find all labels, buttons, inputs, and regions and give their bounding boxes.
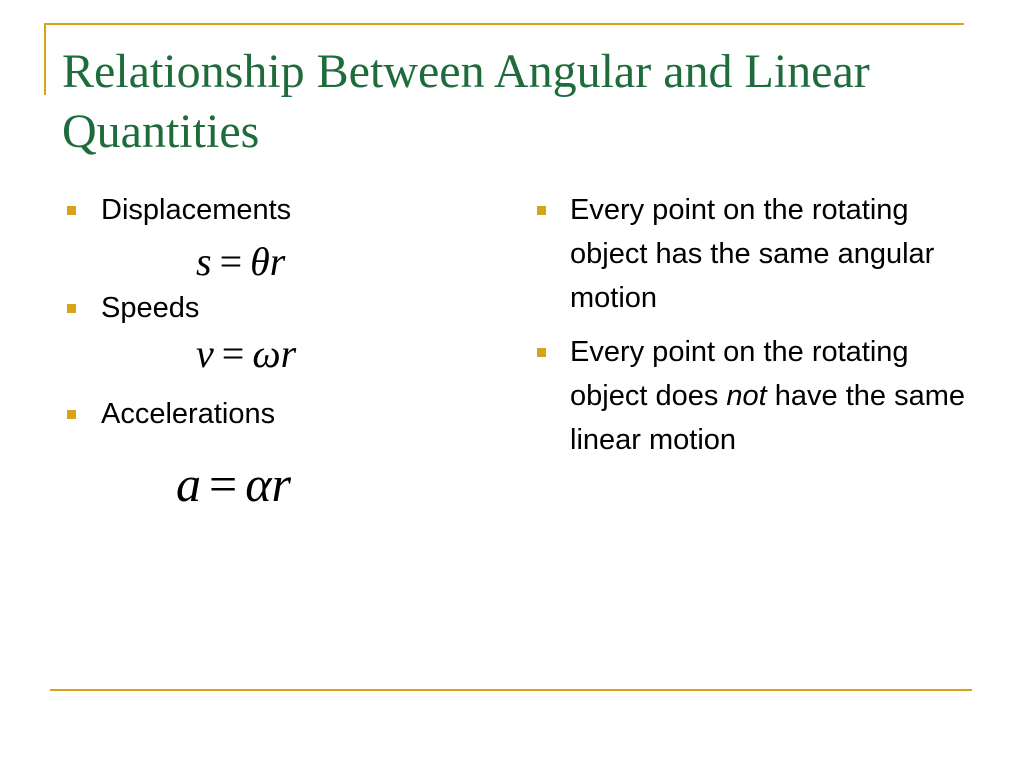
eq-operator: = bbox=[221, 331, 245, 376]
eq-operator: = bbox=[219, 239, 243, 284]
slide-title: Relationship Between Angular and Linear Quantities bbox=[62, 45, 870, 158]
emphasis-text: not bbox=[726, 380, 767, 412]
equation-acceleration bbox=[176, 454, 291, 514]
eq-symbol: r bbox=[280, 331, 297, 376]
bullet-square-icon bbox=[67, 304, 76, 313]
eq-symbol: v bbox=[196, 331, 214, 376]
bullet-accelerations: Accelerations bbox=[101, 398, 276, 430]
bullet-square-icon bbox=[537, 348, 546, 357]
eq-symbol: θ bbox=[250, 239, 270, 284]
text-segment: Every point on the rotating object does bbox=[570, 336, 909, 412]
frame-bottom-rule bbox=[50, 689, 972, 691]
eq-symbol: a bbox=[176, 456, 201, 512]
bullet-not-same-linear-motion bbox=[570, 330, 970, 462]
frame-left-rule bbox=[44, 23, 46, 95]
equation-displacement bbox=[196, 238, 285, 286]
eq-symbol: α bbox=[245, 456, 272, 512]
bullet-square-icon bbox=[537, 206, 546, 215]
bullet-speeds: Speeds bbox=[101, 292, 200, 324]
bullet-displacements: Displacements bbox=[101, 194, 292, 226]
eq-operator: = bbox=[209, 456, 238, 512]
eq-symbol: s bbox=[196, 239, 212, 284]
eq-symbol: r bbox=[271, 456, 291, 512]
eq-symbol: ω bbox=[252, 331, 281, 376]
bullet-same-angular-motion: Every point on the rotating object has the same angular motion bbox=[570, 194, 935, 314]
frame-top-rule bbox=[44, 23, 964, 25]
bullet-square-icon bbox=[67, 206, 76, 215]
text-segment: have the same linear motion bbox=[570, 380, 966, 456]
eq-symbol: r bbox=[269, 239, 286, 284]
equation-speed bbox=[196, 330, 296, 378]
bullet-square-icon bbox=[67, 410, 76, 419]
